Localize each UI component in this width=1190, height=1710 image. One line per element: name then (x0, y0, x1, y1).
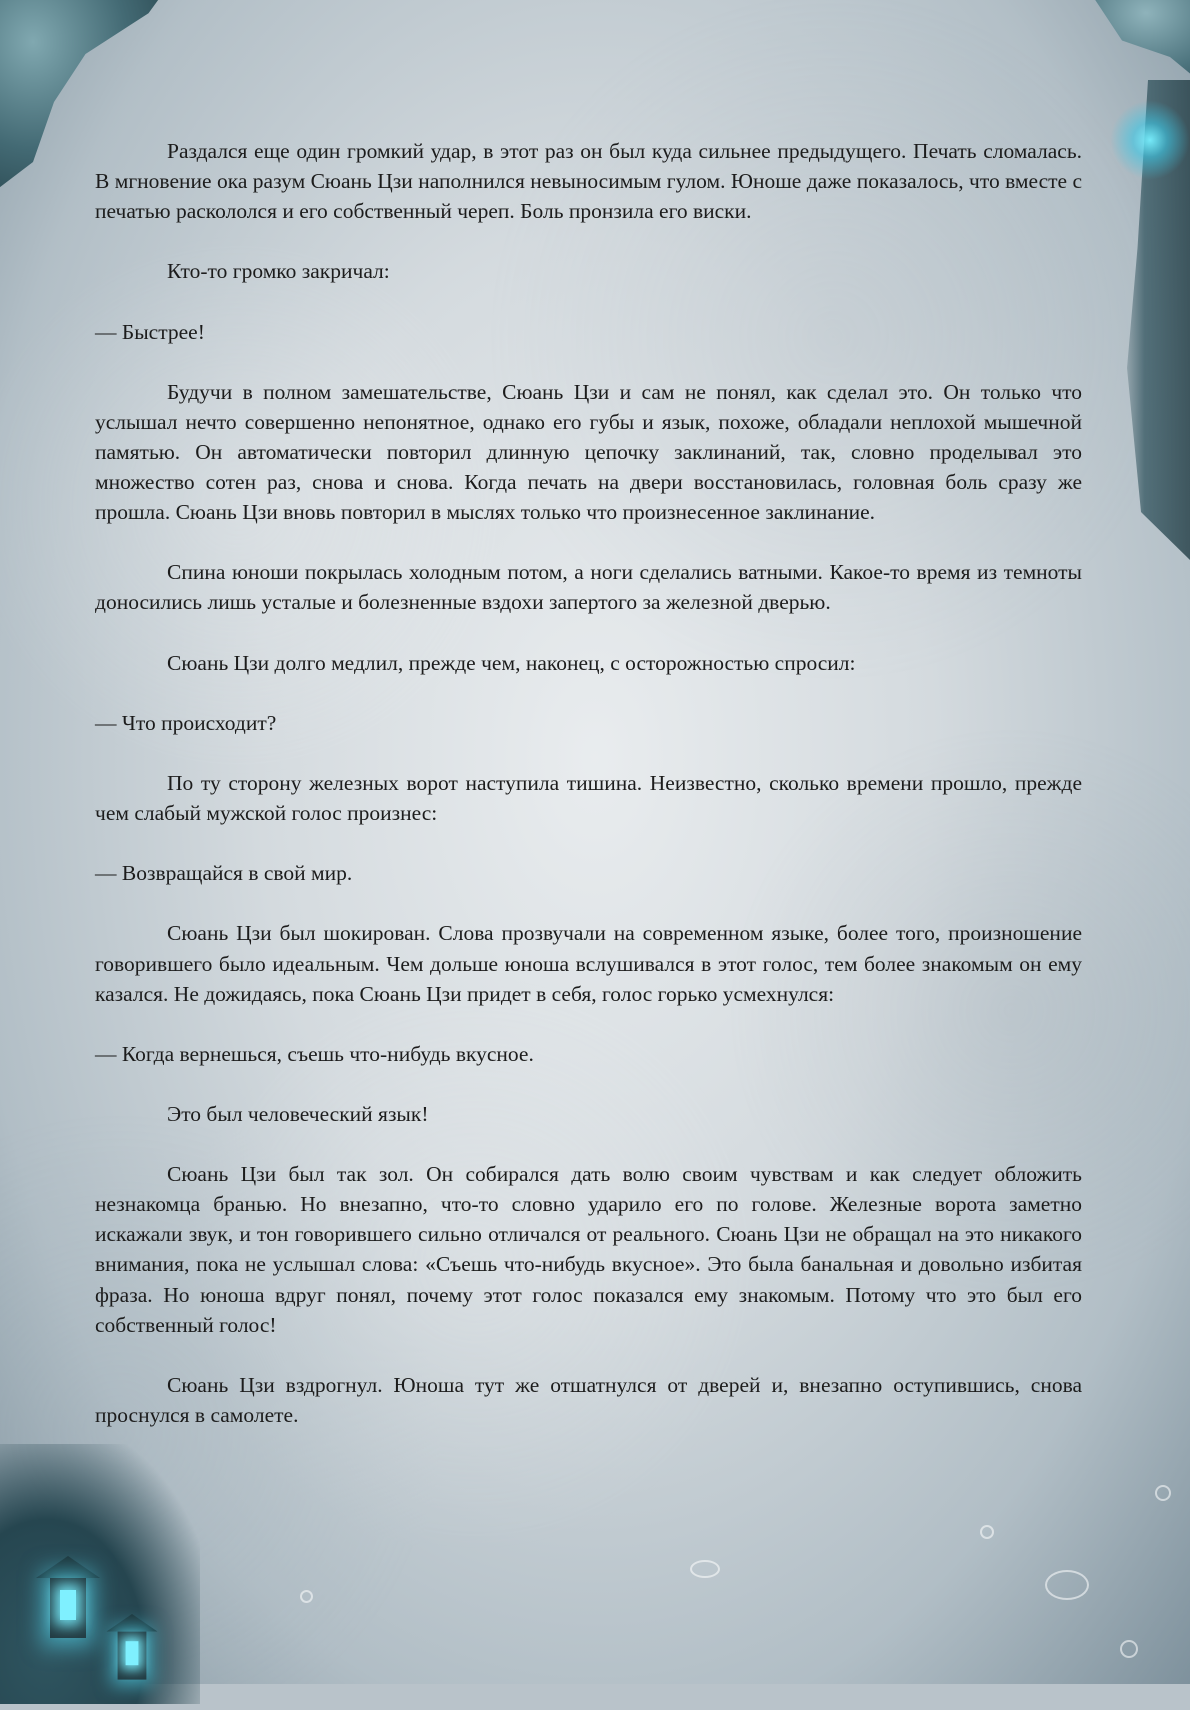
bottom-left-shadow (0, 1444, 200, 1704)
dialogue-line: — Когда вернешься, съешь что-нибудь вкусное. (95, 1041, 534, 1066)
paragraph: Будучи в полном замешательстве, Сюань Цзи и сам не понял, как сделал это. Он только что услышал нечто совершенно непонятное, однако его губы и язык, похоже, обладали неплохой мышечной памятью. Он автоматически повторил длинную цепочку заклинаний, так, словно проделывал это множество сотен раз, снова и снова. Когда печать на двери восстановилась, головная боль сразу же прошла. Сюань Цзи вновь повторил в мыслях только что произнесенное заклинание. (95, 379, 1082, 525)
story-text (95, 136, 1082, 1430)
paragraph: Это был человеческий язык! (167, 1102, 429, 1126)
paragraph: Сюань Цзи был шокирован. Слова прозвучали на современном языке, более того, произношение говорившего было идеальным. Чем дольше юноша вслушивался в этот голос, тем более знакомым он ему казался. Не дожидаясь, пока Сюань Цзи придет в себя, голос горько усмехнулся: (95, 921, 1082, 1006)
bubble (1120, 1640, 1138, 1658)
right-lantern-glow (1110, 100, 1190, 180)
bubble (980, 1525, 994, 1539)
pagoda-right (106, 1614, 157, 1710)
paragraph: Кто-то громко закричал: (167, 259, 390, 284)
bubble (300, 1590, 313, 1603)
pagoda-left (36, 1556, 100, 1676)
paragraph: По ту сторону железных ворот наступила тишина. Неизвестно, сколько времени прошло, прежде чем слабый мужской голос произнес: (95, 770, 1082, 826)
paragraph: Сюань Цзи долго медлил, прежде чем, наконец, с осторожностью спросил: (167, 650, 856, 675)
paragraph: Спина юноши покрылась холодным потом, а ноги сделались ватными. Какое-то время из темноты доносились лишь усталые и болезненные вздохи запертого за железной дверью. (95, 560, 1082, 615)
bubble (1155, 1485, 1171, 1501)
bubble (690, 1560, 720, 1578)
paragraph: Сюань Цзи вздрогнул. Юноша тут же отшатнулся от дверей и, внезапно оступившись, снова проснулся в самолете. (95, 1372, 1082, 1427)
paragraph: Раздался еще один громкий удар, в этот раз он был куда сильнее предыдущего. Печать сломалась. В мгновение ока разум Сюань Цзи наполнился невыносимым гулом. Юноше даже показалось, что вместе с печатью раскололся и его собственный череп. Боль пронзила его виски. (95, 139, 1082, 224)
paragraph: Сюань Цзи был так зол. Он собирался дать волю своим чувствам и как следует обложить незнакомца бранью. Но внезапно, что-то словно ударило его по голове. Железные ворота заметно искажали звук, и тон говорившего сильно отличался от реального. Сюань Цзи не обращал на это никакого внимания, пока не услышал слова: «Съешь что-нибудь вкусное». Это была банальная и довольно избитая фраза. Но юноша вдруг понял, почему этот голос показался ему знакомым. Потому что это был его собственный голос! (95, 1162, 1082, 1337)
bubble (1045, 1570, 1089, 1600)
dialogue-line: — Что происходит? (95, 710, 277, 735)
dialogue-line: — Возвращайся в свой мир. (95, 861, 353, 886)
dialogue-line: — Быстрее! (95, 319, 205, 344)
